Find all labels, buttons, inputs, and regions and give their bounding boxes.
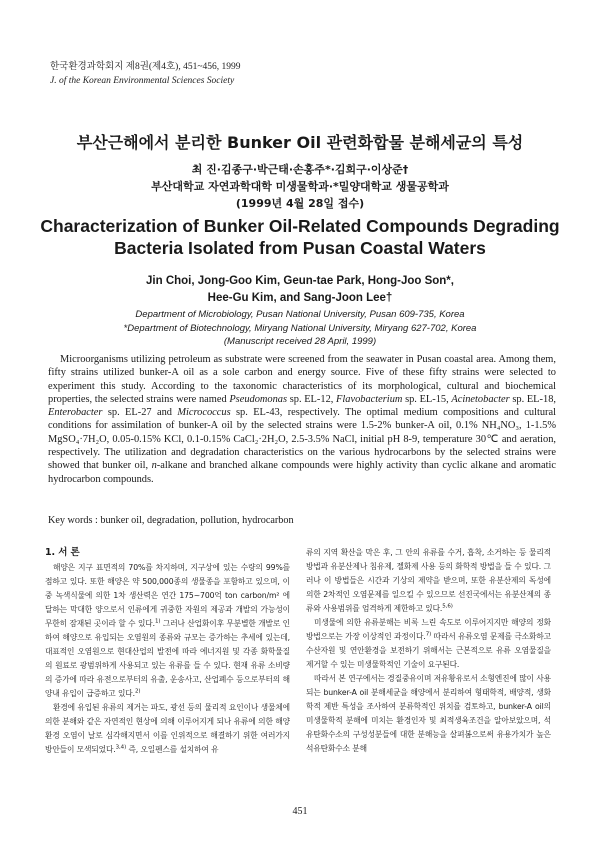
abstract-text: sp. EL-18, [509,393,556,405]
manuscript-received: (Manuscript received 28 April, 1999) [223,336,377,347]
affiliation-ko: 부산대학교 자연과학대학 미생물학과·*밀양대학교 생물공학과 [151,180,449,193]
italic-prefix: n [151,460,157,472]
body-text: 환경에 유입된 유류의 제거는 파도, 광선 등의 물리적 요인이나 생물체에 의한 분해와 같은 자연적인 현상에 의해 이루어지게 되나 유류에 의한 해양환경 오염이 날로 심각해지면서 이를 인위적으로 해결하기 위한 여러가지 방안들이 모색되었다. [45,703,290,754]
received-date-ko: (1999년 4월 28일 접수) [235,197,365,210]
section-heading: 1. 서 론 [45,547,80,558]
page-number: 451 [292,806,308,817]
species-name: Enterobacter [48,407,103,419]
citation: 7) [425,631,432,638]
abstract-text: Microorganisms utilizing petroleum as substrate were screened from the seawater in Pusan coastal area. Among them, fifty strains utilized bunker-A oil as a sole carbon and energy source. Five of these fifty strains were selected to experiment this study. According to the taxonomic characteristics of its morphological, cultural and biochemical properties, the selected strains were named [48,354,556,405]
body-text: 미생물에 의한 유류분해는 비록 느린 속도로 이루어지지만 해양의 정화방법으로는 가장 이상적인 과정이다. [306,618,551,641]
abstract-text: -alkane and branched alkane compounds were highly activity than cyclic alkane and aromatic hydrocarbon compounds. [48,460,556,485]
body-text: 류의 지역 확산을 막은 후, 그 안의 유류를 수거, 흡착, 소거하는 등 물리적 방법과 유분산제나 침유제, 젤화제 사용 등의 화학적 방법을 들 수 있다. 그러나 이 방법들은 시간과 기상의 제약을 받으며, 또한 유분산제의 독성에 의한 2차적인 오염문제를 일으킬 수 있으므로 선진국에서는 유분산제의 종류와 사용범위를 엄격하게 제한하고 있다. [306,548,551,613]
author-names-en-line1: Jin Choi, Jong-Goo Kim, Geun-tae Park, Hong-Joo Son*, [146,275,454,287]
title-en-line1: Characterization of Bunker Oil-Related Compounds Degrading [40,216,560,236]
journal-line-ko: 한국환경과학회지 제8권(제4호), 451~456, 1999 [50,62,241,72]
affiliation-en-line2: *Department of Biotechnology, Miryang National University, Miryang 627-702, Korea [123,322,477,334]
body-text: 즉, 오일펜스를 설치하여 유 [126,745,219,754]
authors-en-block [0,273,600,307]
species-name: Pseudomonas [229,393,288,405]
body-paragraph [306,546,551,616]
body-text: 따라서 유류오염 문제를 극소화하고 수산자원 및 연안환경을 보전하기 위해서는 근본적으로 유류 오염물질을 제거할 수 있는 미생물학적인 기술이 요구된다. [306,632,551,669]
journal-line-en: J. of the Korean Environmental Sciences Society [50,76,235,86]
abstract-text: sp. EL-12, [287,393,337,405]
species-name: Acinetobacter [451,393,510,405]
citation: 2) [134,688,141,695]
body-column-left [45,545,290,757]
title-en-line2: Bacteria Isolated from Pusan Coastal Waters [114,238,486,258]
body-text: 따라서 본 연구에서는 경질중유이며 저유황유로서 소형엔진에 많이 사용되는 bunker-A oil 분해세균을 해양에서 분리하여 형태학적, 배양적, 생화학적 제반 특성을 조사하여 분류학적인 위치를 검토하고, bunker-A oil의 미생물학적 분해에 미치는 환경인자 및 최적생육조건을 알아보았으며, 석유탄화수소의 구성성분들에 대한 분해능을 살펴봄으로써 유용가치가 높은 석유탄화수소 분해 [306,674,551,753]
body-text: 해양은 지구 표면적의 70%를 차지하며, 지구상에 있는 수량의 99%를 점하고 있다. 또한 해양은 약 500,000종의 생물종을 포함하고 있으며, 이중 녹색식물에 의한 1차 생산력은 연간 175~700억 ton carbon/m² 에 달하는 막대한 양으로서 인류에게 귀중한 자원의 제공과 개발의 가능성이 무한히 잠재된 곳이라 할 수 있다. [45,563,290,628]
species-name: Flavobacterium [336,393,403,405]
authors-ko-block [0,161,600,212]
abstract [48,353,556,486]
citation: 3,4) [115,744,127,751]
body-text: 그러나 산업화이후 무분별한 개발로 인하여 해양으로 유입되는 오염원의 종류와 규모는 증가하는 추세에 있는데, 대표적인 오염원으로 현대산업의 발전에 따라 에너지원 및 각종 화학물질의 원료로 광범위하게 사용되고 있는 유류를 들 수 있다. 현재 유류 소비량의 증가에 따라 유전으로부터의 유출, 운송사고, 산업폐수 등으로부터의 해양내 유입이 급증하고 있다. [45,619,290,698]
body-paragraph [45,561,290,701]
abstract-text: sp. EL-15, [402,393,452,405]
citation: 1) [154,618,161,625]
body-paragraph [306,672,551,756]
abstract-text: sp. EL-27 and [102,407,178,419]
author-names-ko: 최 진·김종구·박근태·손홍주*·김희구·이상준† [191,163,409,176]
species-name: Micrococcus [177,407,231,419]
keywords: Key words : bunker oil, degradation, pollution, hydrocarbon [48,515,294,526]
author-names-en-line2: Hee-Gu Kim, and Sang-Joon Lee† [207,292,393,304]
journal-header [50,60,240,88]
affiliation-en-line1: Department of Microbiology, Pusan National University, Pusan 609-735, Korea [135,309,465,320]
citation: 5,6) [442,603,453,610]
body-paragraph [45,701,290,757]
affiliations-en [0,308,600,349]
paper-title-ko: 부산근해에서 분리한 Bunker Oil 관련화합물 분해세균의 특성 [76,133,524,152]
body-paragraph [306,616,551,672]
abstract-text: sp. EL-43, respectively. The optimal medium compositions and cultural conditions for assimilation of bunker-A oil by the selected strains were 1.5-2% bunker-A oil, 0.1% NH₄NO₃, 1-1.5% MgSO₄·7H₂O, 0.05-0.15% KCl, 0.1-0.15% CaCl₂·2H₂O, 2.5-3.5% NaCl, initial pH 8-9, temperature 30℃ and aeration, respectively. The utilization and degradation characteristics on the various hydrocarbons by the selected strains were showed that bunker oil, [48,407,557,472]
paper-title-en [0,215,600,259]
body-column-right [306,546,551,756]
